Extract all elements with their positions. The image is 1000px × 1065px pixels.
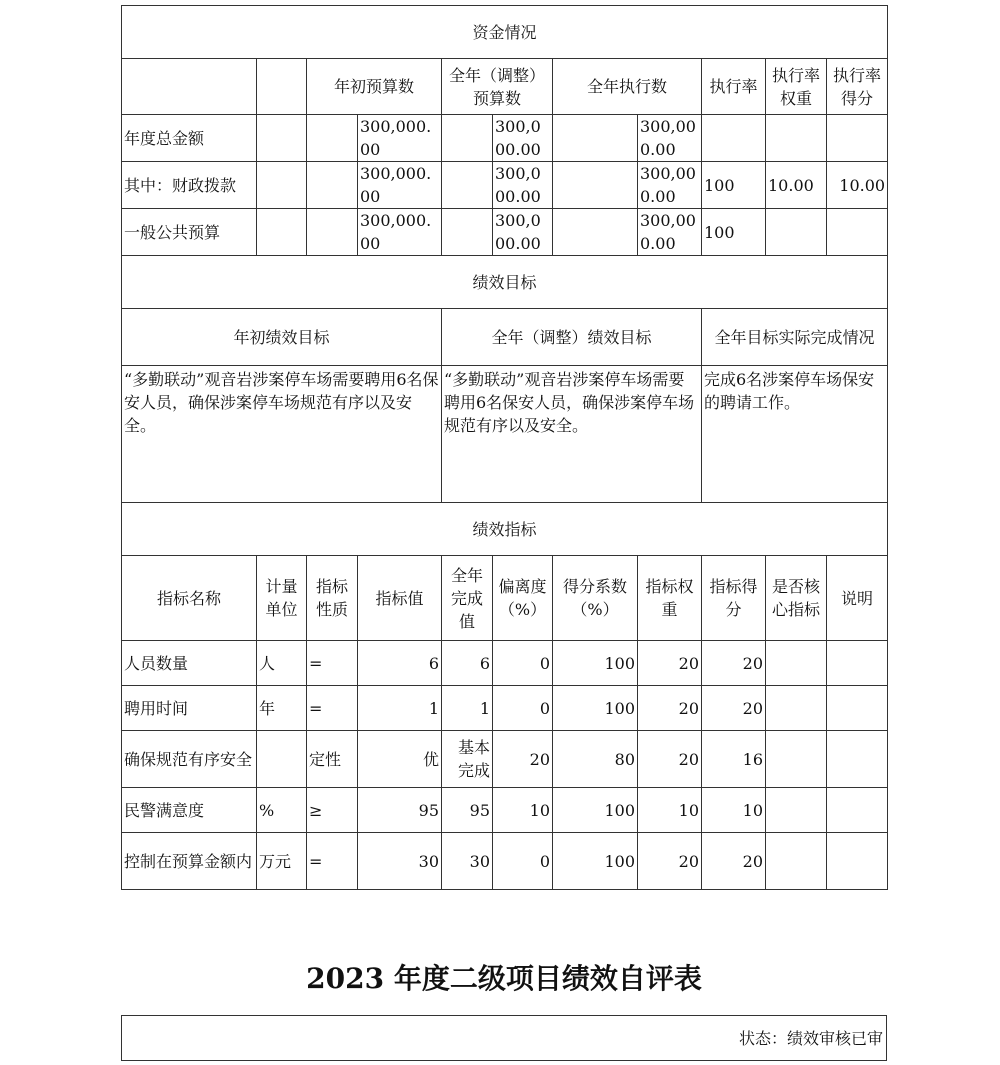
indicator-note: [827, 833, 888, 890]
funds-rate-score: [827, 115, 888, 162]
indicator-unit: [257, 731, 307, 788]
header-rate-score: 执行率得分: [827, 59, 888, 115]
funds-row-general: [122, 209, 888, 256]
header-score: 指标得分: [702, 556, 766, 641]
funds-annual-budget: 300,000.00: [493, 115, 553, 162]
indicators-section-title: 绩效指标: [122, 503, 888, 556]
goals-section-title: 绩效目标: [122, 256, 888, 309]
header-deviation: 偏离度（%）: [493, 556, 553, 641]
header-completed: 全年完成值: [442, 556, 493, 641]
header-core: 是否核心指标: [766, 556, 827, 641]
indicator-value: 1: [358, 686, 442, 731]
indicator-nature: =: [307, 833, 358, 890]
header-weight: 指标权重: [638, 556, 702, 641]
indicator-coefficient: 80: [553, 731, 638, 788]
actual-completion-text: 完成6名涉案停车场保安的聘请工作。: [702, 366, 888, 503]
funds-execution: 300,000.00: [638, 209, 702, 256]
header-actual-completion: 全年目标实际完成情况: [702, 309, 888, 366]
indicator-deviation: 0: [493, 641, 553, 686]
indicator-name: 民警满意度: [122, 788, 257, 833]
funds-row-fiscal: [122, 162, 888, 209]
indicator-unit: 人: [257, 641, 307, 686]
indicator-score: 20: [702, 686, 766, 731]
status-box: [121, 1015, 887, 1061]
indicator-coefficient: 100: [553, 686, 638, 731]
funds-rate-weight: [766, 115, 827, 162]
funds-rate-weight: [766, 209, 827, 256]
funds-execution-rate: 100: [702, 162, 766, 209]
funds-initial-budget: 300,000.00: [358, 162, 442, 209]
indicator-weight: 10: [638, 788, 702, 833]
funds-execution: 300,000.00: [638, 162, 702, 209]
indicator-score: 20: [702, 641, 766, 686]
funds-rate-score: 10.00: [827, 162, 888, 209]
funds-execution: 300,000.00: [638, 115, 702, 162]
indicator-deviation: 0: [493, 833, 553, 890]
funds-rate-weight: 10.00: [766, 162, 827, 209]
header-execution-rate: 执行率: [702, 59, 766, 115]
indicator-weight: 20: [638, 833, 702, 890]
indicators-section-row: [122, 503, 888, 556]
goals-content-row: [122, 366, 888, 503]
table-row: [122, 686, 888, 731]
indicator-completed: 1: [442, 686, 493, 731]
funds-execution-rate: 100: [702, 209, 766, 256]
indicator-name: 聘用时间: [122, 686, 257, 731]
indicator-value: 优: [358, 731, 442, 788]
indicator-deviation: 10: [493, 788, 553, 833]
funds-execution-rate: [702, 115, 766, 162]
indicator-value: 6: [358, 641, 442, 686]
indicator-nature: =: [307, 641, 358, 686]
indicator-core: [766, 788, 827, 833]
indicator-weight: 20: [638, 731, 702, 788]
funds-initial-budget: 300,000.00: [358, 115, 442, 162]
indicator-completed: 基本完成: [442, 731, 493, 788]
indicator-unit: %: [257, 788, 307, 833]
indicator-core: [766, 686, 827, 731]
evaluation-sheet: [121, 5, 887, 890]
indicator-coefficient: 100: [553, 641, 638, 686]
indicator-deviation: 0: [493, 686, 553, 731]
header-annual-budget: 全年（调整）预算数: [442, 59, 553, 115]
indicator-score: 20: [702, 833, 766, 890]
table-row: [122, 731, 888, 788]
status-text: 状态：绩效审核已审: [738, 1029, 883, 1048]
indicator-completed: 30: [442, 833, 493, 890]
funds-annual-budget: 300,000.00: [493, 209, 553, 256]
funds-row-label: 一般公共预算: [122, 209, 257, 256]
indicator-weight: 20: [638, 641, 702, 686]
indicator-completed: 95: [442, 788, 493, 833]
indicator-deviation: 20: [493, 731, 553, 788]
funds-row-total: [122, 115, 888, 162]
funds-row-label: 年度总金额: [122, 115, 257, 162]
indicator-name: 确保规范有序安全: [122, 731, 257, 788]
header-initial-budget: 年初预算数: [307, 59, 442, 115]
document-title: 2023 年度二级项目绩效自评表: [306, 962, 702, 995]
indicator-nature: ≥: [307, 788, 358, 833]
indicator-name: 控制在预算金额内: [122, 833, 257, 890]
indicator-completed: 6: [442, 641, 493, 686]
indicator-weight: 20: [638, 686, 702, 731]
indicator-note: [827, 731, 888, 788]
indicator-score: 16: [702, 731, 766, 788]
funds-section-title: 资金情况: [122, 6, 888, 59]
adjusted-goal-text: “多勤联动”观音岩涉案停车场需要聘用6名保安人员，确保涉案停车场规范有序以及安全。: [442, 366, 702, 503]
indicator-note: [827, 641, 888, 686]
indicator-core: [766, 833, 827, 890]
header-value: 指标值: [358, 556, 442, 641]
funds-section-row: [122, 6, 888, 59]
header-unit: 计量单位: [257, 556, 307, 641]
indicator-nature: 定性: [307, 731, 358, 788]
evaluation-table: [121, 5, 888, 890]
header-coefficient: 得分系数（%）: [553, 556, 638, 641]
indicator-note: [827, 686, 888, 731]
indicators-header-row: [122, 556, 888, 641]
funds-initial-budget: 300,000.00: [358, 209, 442, 256]
header-nature: 指标性质: [307, 556, 358, 641]
goals-header-row: [122, 309, 888, 366]
indicator-core: [766, 731, 827, 788]
header-rate-weight: 执行率权重: [766, 59, 827, 115]
funds-row-label: 其中：财政拨款: [122, 162, 257, 209]
table-row: [122, 788, 888, 833]
funds-rate-score: [827, 209, 888, 256]
indicator-coefficient: 100: [553, 833, 638, 890]
header-note: 说明: [827, 556, 888, 641]
indicator-note: [827, 788, 888, 833]
header-initial-goal: 年初绩效目标: [122, 309, 442, 366]
funds-header-row: [122, 59, 888, 115]
header-execution: 全年执行数: [553, 59, 702, 115]
table-row: [122, 833, 888, 890]
goals-section-row: [122, 256, 888, 309]
table-row: [122, 641, 888, 686]
indicator-nature: =: [307, 686, 358, 731]
header-indicator-name: 指标名称: [122, 556, 257, 641]
header-adjusted-goal: 全年（调整）绩效目标: [442, 309, 702, 366]
indicator-core: [766, 641, 827, 686]
indicator-value: 95: [358, 788, 442, 833]
indicator-name: 人员数量: [122, 641, 257, 686]
indicator-unit: 年: [257, 686, 307, 731]
indicator-coefficient: 100: [553, 788, 638, 833]
initial-goal-text: “多勤联动”观音岩涉案停车场需要聘用6名保安人员，确保涉案停车场规范有序以及安全。: [122, 366, 442, 503]
indicator-value: 30: [358, 833, 442, 890]
funds-annual-budget: 300,000.00: [493, 162, 553, 209]
indicator-score: 10: [702, 788, 766, 833]
indicator-unit: 万元: [257, 833, 307, 890]
